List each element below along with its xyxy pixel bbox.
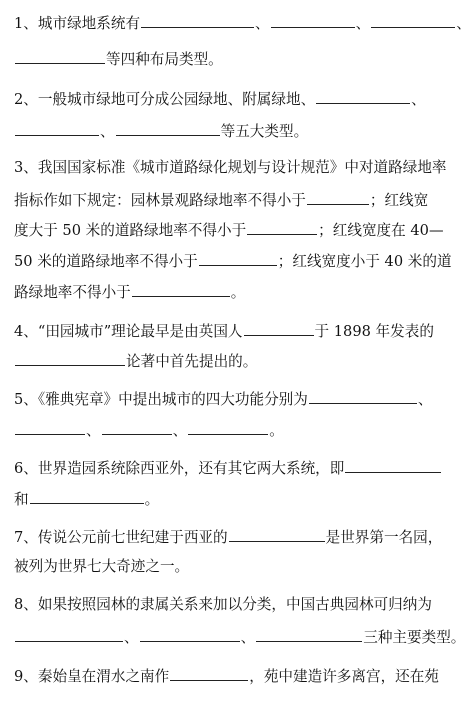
question-text: 和	[14, 491, 29, 508]
question-line	[14, 626, 465, 646]
question-line	[14, 219, 444, 239]
question-text: 于 1898 年发表的	[314, 323, 434, 340]
question-text: 9、秦始皇在渭水之南作	[14, 668, 170, 685]
question-text: 等五大类型。	[220, 123, 309, 140]
answer-blank[interactable]	[307, 189, 369, 205]
question-text: 、	[172, 422, 188, 439]
question-text: 、	[124, 629, 139, 646]
question-text: ；红线宽度在 40—	[318, 222, 444, 239]
answer-blank[interactable]	[30, 488, 144, 504]
answer-blank[interactable]	[247, 219, 317, 235]
answer-blank[interactable]	[271, 12, 355, 28]
question-text: 7、传说公元前七世纪建于西亚的	[14, 529, 228, 546]
answer-blank[interactable]	[229, 526, 325, 542]
question-line	[14, 281, 245, 301]
question-text: 是世界第一名园，	[325, 529, 443, 546]
question-text: ；红线宽	[369, 192, 429, 209]
answer-blank[interactable]	[15, 120, 99, 136]
answer-blank[interactable]	[15, 48, 105, 64]
question-line	[14, 488, 159, 508]
question-text: 、	[240, 629, 256, 646]
question-text: 8、如果按照园林的隶属关系来加以分类，中国古典园林可归纳为	[14, 596, 432, 613]
question-text: 3、我国国家标准《城市道路绿化规划与设计规范》中对道路绿地率	[14, 159, 447, 176]
question-text: 。	[230, 284, 246, 301]
question-line	[14, 12, 471, 32]
question-text: 4、“田园城市”理论最早是由英国人	[14, 323, 243, 340]
question-text: 论著中首先提出的。	[126, 353, 258, 370]
question-text: 、	[86, 422, 101, 439]
question-text: 1、城市绿地系统有	[14, 15, 141, 32]
answer-blank[interactable]	[170, 665, 248, 681]
question-text: 等四种布局类型。	[106, 51, 223, 68]
question-line	[14, 120, 308, 140]
question-text: 。	[269, 422, 284, 439]
answer-blank[interactable]	[116, 120, 220, 136]
question-text: 、	[456, 15, 471, 32]
question-line	[14, 388, 432, 408]
question-line	[14, 557, 189, 577]
question-text: 路绿地率不得小于	[14, 284, 131, 301]
question-line	[14, 88, 426, 108]
question-text: 6、世界造园系统除西亚外，还有其它两大系统，即	[14, 460, 345, 477]
answer-blank[interactable]	[371, 12, 455, 28]
question-text: 。	[144, 491, 160, 508]
question-line	[14, 350, 257, 370]
answer-blank[interactable]	[102, 419, 172, 435]
answer-blank[interactable]	[188, 419, 268, 435]
question-text: 、	[417, 391, 433, 408]
question-text: ，苑中建造许多离宫，还在苑	[249, 668, 439, 685]
question-line	[14, 250, 452, 270]
answer-blank[interactable]	[199, 250, 277, 266]
answer-blank[interactable]	[244, 320, 314, 336]
question-line	[14, 419, 284, 439]
answer-blank[interactable]	[256, 626, 362, 642]
question-text: 、	[100, 123, 115, 140]
answer-blank[interactable]	[141, 12, 254, 28]
answer-blank[interactable]	[140, 626, 240, 642]
answer-blank[interactable]	[345, 457, 441, 473]
question-text: 三种主要类型。	[363, 629, 466, 646]
question-line	[14, 320, 434, 340]
question-text: 被列为世界七大奇迹之一。	[14, 558, 190, 575]
question-line	[14, 526, 442, 546]
answer-blank[interactable]	[15, 419, 85, 435]
question-text: 度大于 50 米的道路绿地率不得小于	[14, 222, 247, 239]
answer-blank[interactable]	[15, 350, 125, 366]
answer-blank[interactable]	[309, 388, 417, 404]
answer-blank[interactable]	[15, 626, 123, 642]
question-text: 指标作如下规定：园林景观路绿地率不得小于	[14, 192, 306, 209]
question-text: 、	[411, 91, 426, 108]
question-line	[14, 665, 439, 685]
question-text: ；红线宽度小于 40 米的道	[277, 253, 452, 270]
question-text: 5、《雅典宪章》中提出城市的四大功能分别为	[14, 391, 308, 408]
question-line	[14, 158, 447, 178]
question-text: 、	[355, 15, 371, 32]
question-line	[14, 189, 428, 209]
answer-blank[interactable]	[316, 88, 410, 104]
question-text: 50 米的道路绿地率不得小于	[14, 253, 198, 270]
question-text: 、	[255, 15, 270, 32]
question-line	[14, 457, 442, 477]
answer-blank[interactable]	[132, 281, 230, 297]
question-line	[14, 48, 223, 68]
question-text: 2、一般城市绿地可分成公园绿地、附属绿地、	[14, 91, 316, 108]
question-line	[14, 595, 432, 615]
